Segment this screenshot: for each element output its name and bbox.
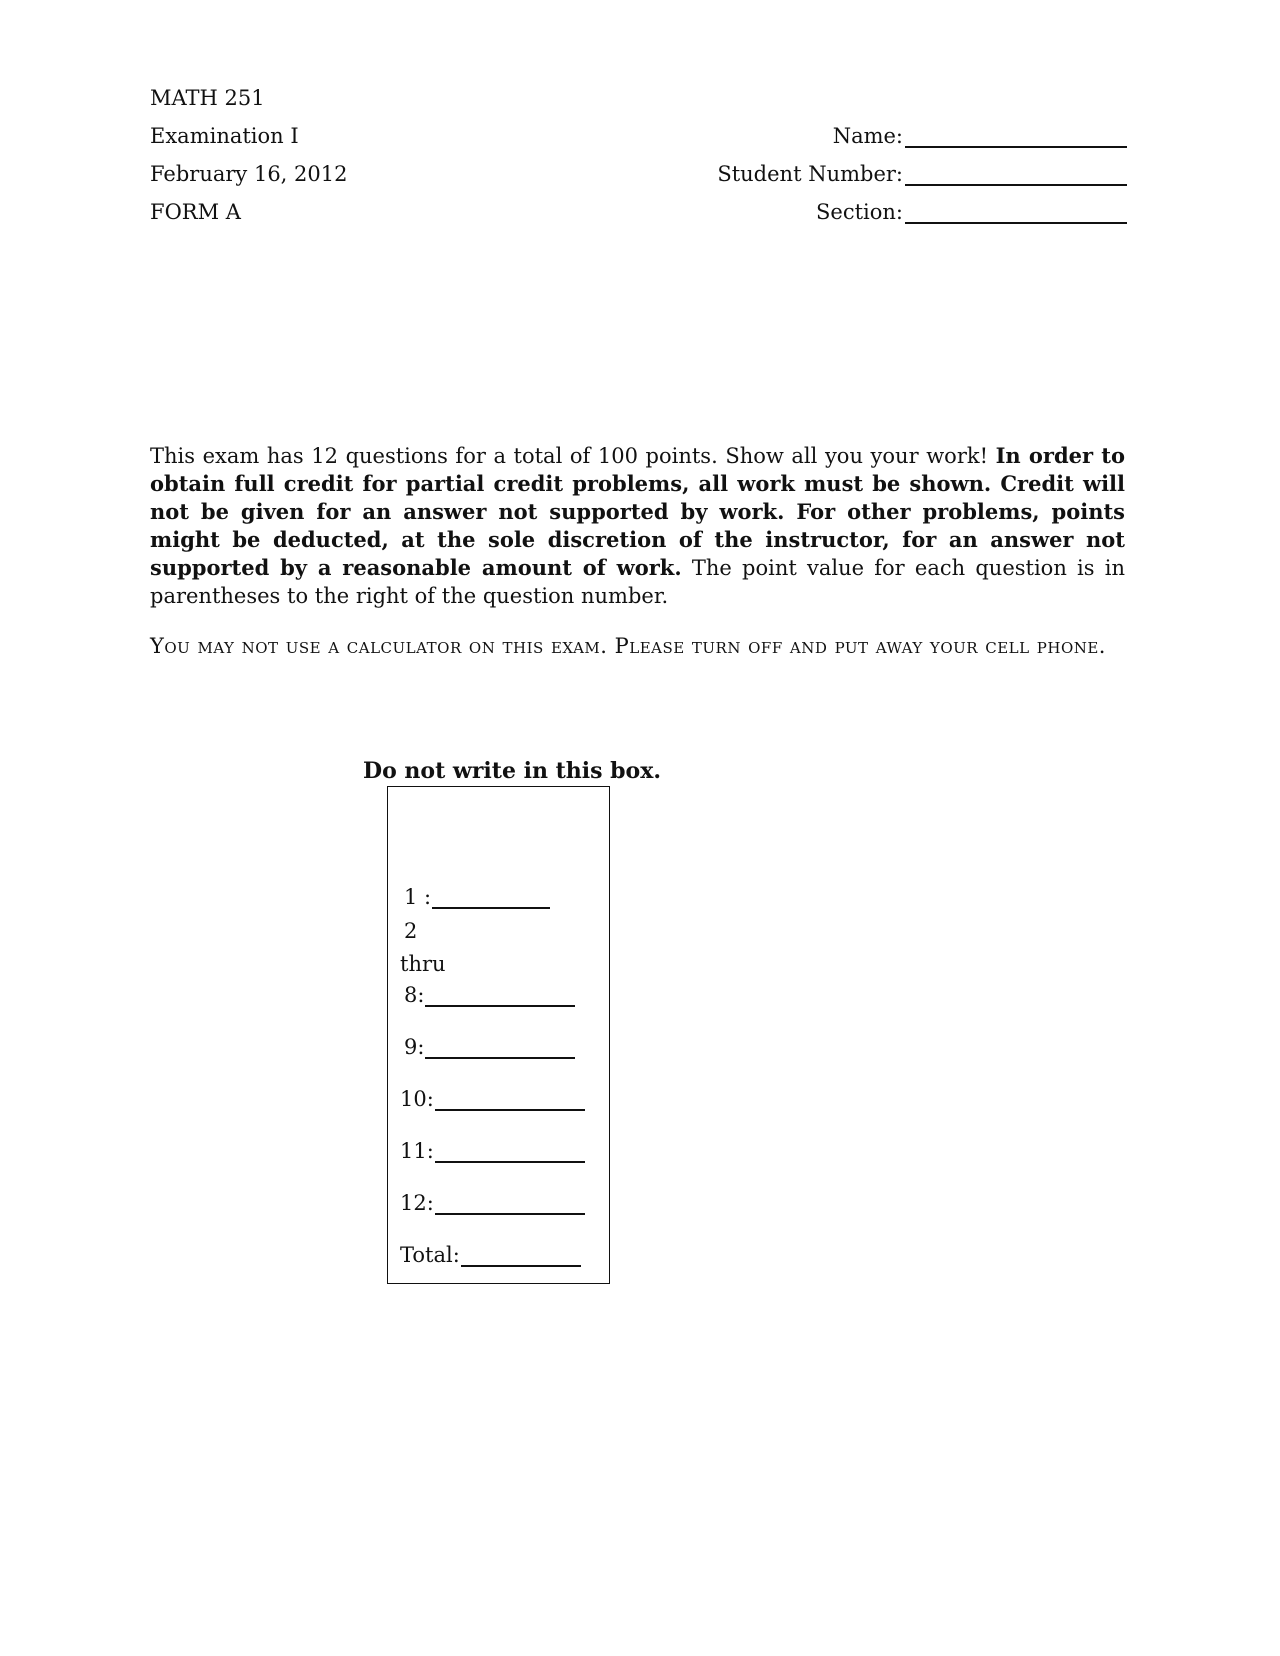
score-blank-11[interactable] bbox=[435, 1141, 585, 1163]
score-blank-9[interactable] bbox=[425, 1037, 575, 1059]
section-label: Section: bbox=[816, 200, 903, 224]
calculator-notice: You may not use a calculator on this exam. Please turn off and put away your cell phone. bbox=[150, 634, 1106, 658]
score-label-11: 11: bbox=[400, 1139, 434, 1163]
section-blank[interactable] bbox=[905, 202, 1127, 224]
score-row-9[interactable] bbox=[404, 1035, 575, 1059]
score-label-total: Total: bbox=[400, 1243, 460, 1267]
score-label-1: 1 : bbox=[404, 885, 432, 909]
score-row-2-8[interactable] bbox=[404, 983, 575, 1007]
name-label: Name: bbox=[832, 124, 903, 148]
name-blank[interactable] bbox=[905, 126, 1127, 148]
score-row-10[interactable] bbox=[400, 1087, 585, 1111]
score-box bbox=[387, 786, 610, 1284]
score-label-8: 8: bbox=[404, 983, 425, 1007]
exam-title: Examination I bbox=[150, 124, 299, 148]
score-label-2: 2 bbox=[404, 919, 418, 943]
student-number-field[interactable] bbox=[717, 162, 1127, 186]
score-row-1[interactable] bbox=[404, 885, 550, 909]
exam-date: February 16, 2012 bbox=[150, 162, 348, 186]
instructions-paragraph bbox=[150, 442, 1125, 610]
score-label-12: 12: bbox=[400, 1191, 434, 1215]
score-blank-10[interactable] bbox=[435, 1089, 585, 1111]
instructions-bold: In order to obtain full credit for partial credit problems, all work must be shown. Credit will not be given for an answer not supported by work. For other problems, points might be deducted, at the sole discretion of the instructor, for an answer not supported by a reasonable amount of work. bbox=[150, 443, 1125, 580]
score-label-9: 9: bbox=[404, 1035, 425, 1059]
score-row-12[interactable] bbox=[400, 1191, 585, 1215]
course-title: MATH 251 bbox=[150, 86, 265, 110]
name-field[interactable] bbox=[833, 124, 1127, 148]
score-label-thru: thru bbox=[400, 952, 446, 976]
score-blank-12[interactable] bbox=[435, 1193, 585, 1215]
score-blank-2-8[interactable] bbox=[425, 985, 575, 1007]
score-blank-total[interactable] bbox=[461, 1245, 581, 1267]
exam-form: FORM A bbox=[150, 200, 241, 224]
instructions-outro: The point value for each question is in parentheses to the right of the question number. bbox=[150, 556, 1125, 608]
score-row-total[interactable] bbox=[400, 1243, 581, 1267]
score-box-caption: Do not write in this box. bbox=[363, 758, 662, 784]
section-field[interactable] bbox=[816, 200, 1127, 224]
student-number-label: Student Number: bbox=[717, 162, 903, 186]
student-number-blank[interactable] bbox=[905, 164, 1127, 186]
instructions-intro: This exam has 12 questions for a total of 100 points. Show all you your work! bbox=[150, 444, 996, 468]
score-row-11[interactable] bbox=[400, 1139, 585, 1163]
score-blank-1[interactable] bbox=[432, 887, 550, 909]
score-label-10: 10: bbox=[400, 1087, 434, 1111]
